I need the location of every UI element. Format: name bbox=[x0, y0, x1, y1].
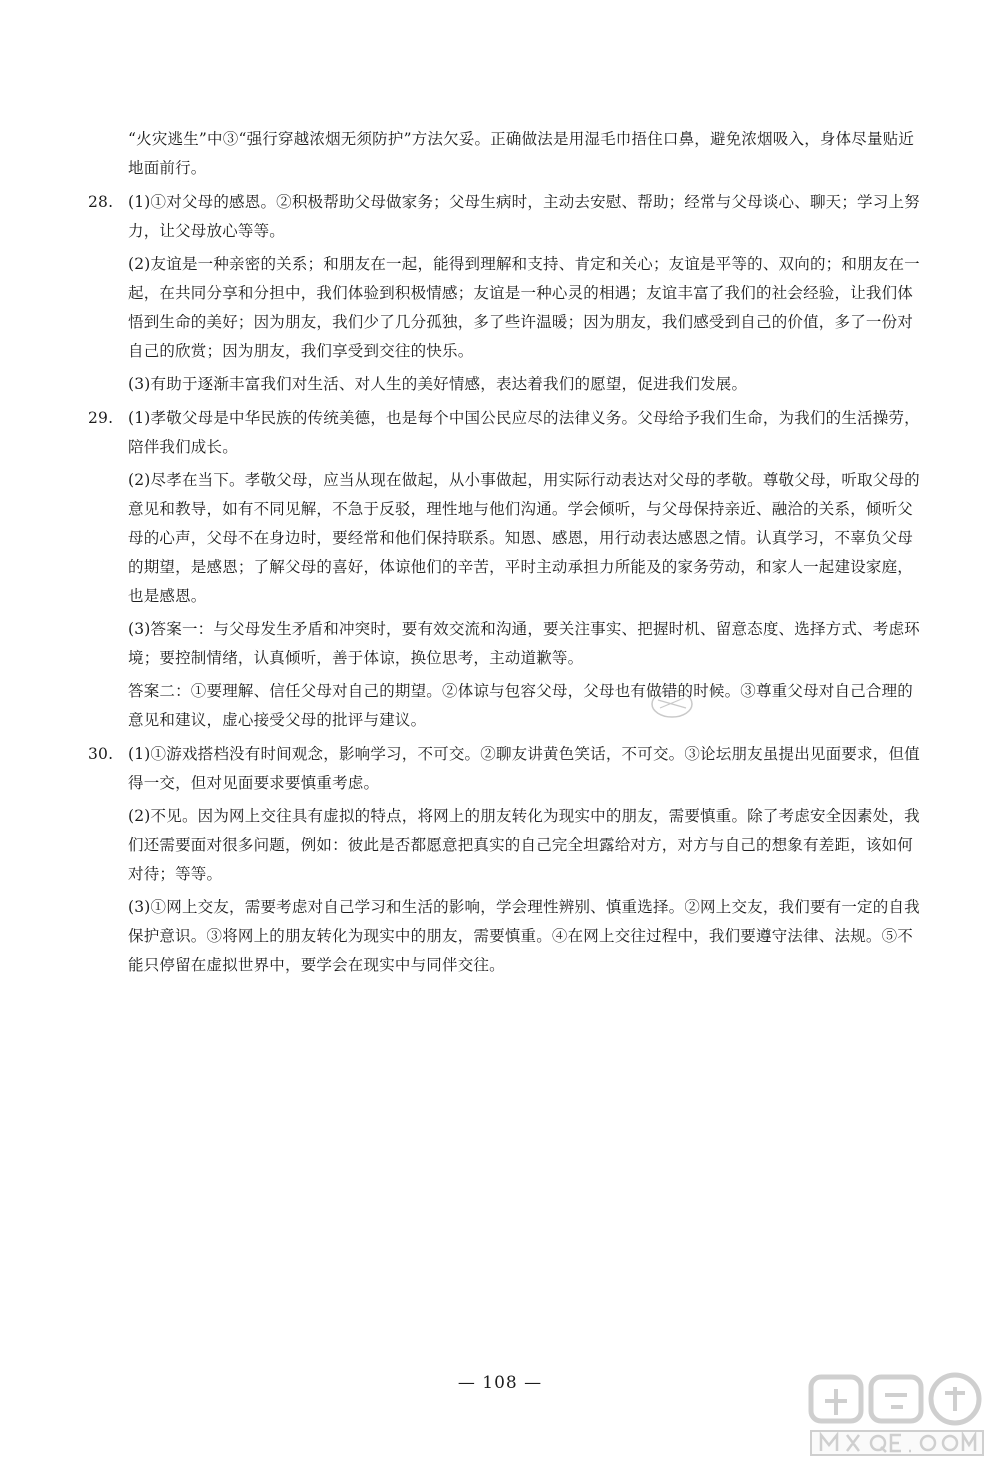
intro-text: “火灾逃生”中③“强行穿越浓烟无须防护”方法欠妥。正确做法是用湿毛巾捂住口鼻，避免浓烟吸入，身体尽量贴近地面前行。 bbox=[128, 130, 915, 177]
page-number: — 108 — bbox=[457, 1373, 543, 1393]
answer-part-2: (2)不见。因为网上交往具有虚拟的特点，将网上的朋友转化为现实中的朋友，需要慎重。除了考虑安全因素处，我们还需要面对很多问题，例如：彼此是否都愿意把真实的自己完全坦露给对方，对方与自己的想象有差距，该如何对待；等等。 bbox=[128, 807, 920, 883]
question-28 bbox=[88, 188, 920, 399]
answer-part-1: (1)①游戏搭档没有时间观念，影响学习，不可交。②聊友讲黄色笑话，不可交。③论坛朋友虽提出见面要求，但值得一交，但对见面要求要慎重考虑。 bbox=[128, 745, 920, 792]
answer-part-2: (2)尽孝在当下。孝敬父母，应当从现在做起，从小事做起，用实际行动表达对父母的孝敬。尊敬父母，听取父母的意见和教导，如有不同见解，不急于反驳，理性地与他们沟通。学会倾听，与父母保持亲近、融洽的关系，倾听父母的心声，父母不在身边时，要经常和他们保持联系。知恩、感恩，用行动表达感恩之情。认真学习，不辜负父母的期望，是感恩；了解父母的喜好，体谅他们的辛苦，平时主动承担力所能及的家务劳动，和家人一起建设家庭，也是感恩。 bbox=[128, 471, 920, 605]
answer-part-3: (3)答案一：与父母发生矛盾和冲突时，要有效交流和沟通，要关注事实、把握时机、留意态度、选择方式、考虑环境；要控制情绪，认真倾听，善于体谅，换位思考，主动道歉等。 bbox=[128, 620, 920, 667]
question-29 bbox=[88, 404, 920, 735]
answer-part-2: (2)友谊是一种亲密的关系；和朋友在一起，能得到理解和支持、肯定和关心；友谊是平等的、双向的；和朋友在一起，在共同分享和分担中，我们体验到积极情感；友谊是一种心灵的相遇；友谊丰富了我们的社会经验，让我们体悟到生命的美好；因为朋友，我们少了几分孤独，多了些许温暖；因为朋友，我们感受到自己的价值，多了一份对自己的欣赏；因为朋友，我们享受到交往的快乐。 bbox=[128, 255, 920, 360]
answer-part-3: (3)有助于逐渐丰富我们对生活、对人生的美好情感，表达着我们的愿望，促进我们发展。 bbox=[128, 375, 748, 393]
answer-part-1: (1)孝敬父母是中华民族的传统美德，也是每个中国公民应尽的法律义务。父母给予我们生命，为我们的生活操劳，陪伴我们成长。 bbox=[128, 409, 920, 456]
intro-continuation bbox=[88, 125, 920, 183]
answer-content bbox=[88, 125, 920, 980]
question-30 bbox=[88, 740, 920, 980]
question-number: 28. bbox=[88, 193, 114, 211]
answer-part-1: (1)①对父母的感恩。②积极帮助父母做家务；父母生病时，主动去安慰、帮助；经常与父母谈心、聊天；学习上努力，让父母放心等等。 bbox=[128, 193, 920, 240]
faint-stamp-mark bbox=[648, 686, 696, 722]
site-watermark-logo bbox=[805, 1371, 990, 1461]
question-number: 29. bbox=[88, 409, 114, 427]
question-number: 30. bbox=[88, 745, 114, 763]
answer-part-3: (3)①网上交友，需要考虑对自己学习和生活的影响，学会理性辨别、慎重选择。②网上交友，我们要有一定的自我保护意识。③将网上的朋友转化为现实中的朋友，需要慎重。④在网上交往过程中，我们要遵守法律、法规。⑤不能只停留在虚拟世界中，要学会在现实中与同伴交往。 bbox=[128, 898, 920, 974]
answer-alt-2: 答案二：①要理解、信任父母对自己的期望。②体谅与包容父母，父母也有做错的时候。③尊重父母对自己合理的意见和建议，虚心接受父母的批评与建议。 bbox=[128, 682, 914, 729]
